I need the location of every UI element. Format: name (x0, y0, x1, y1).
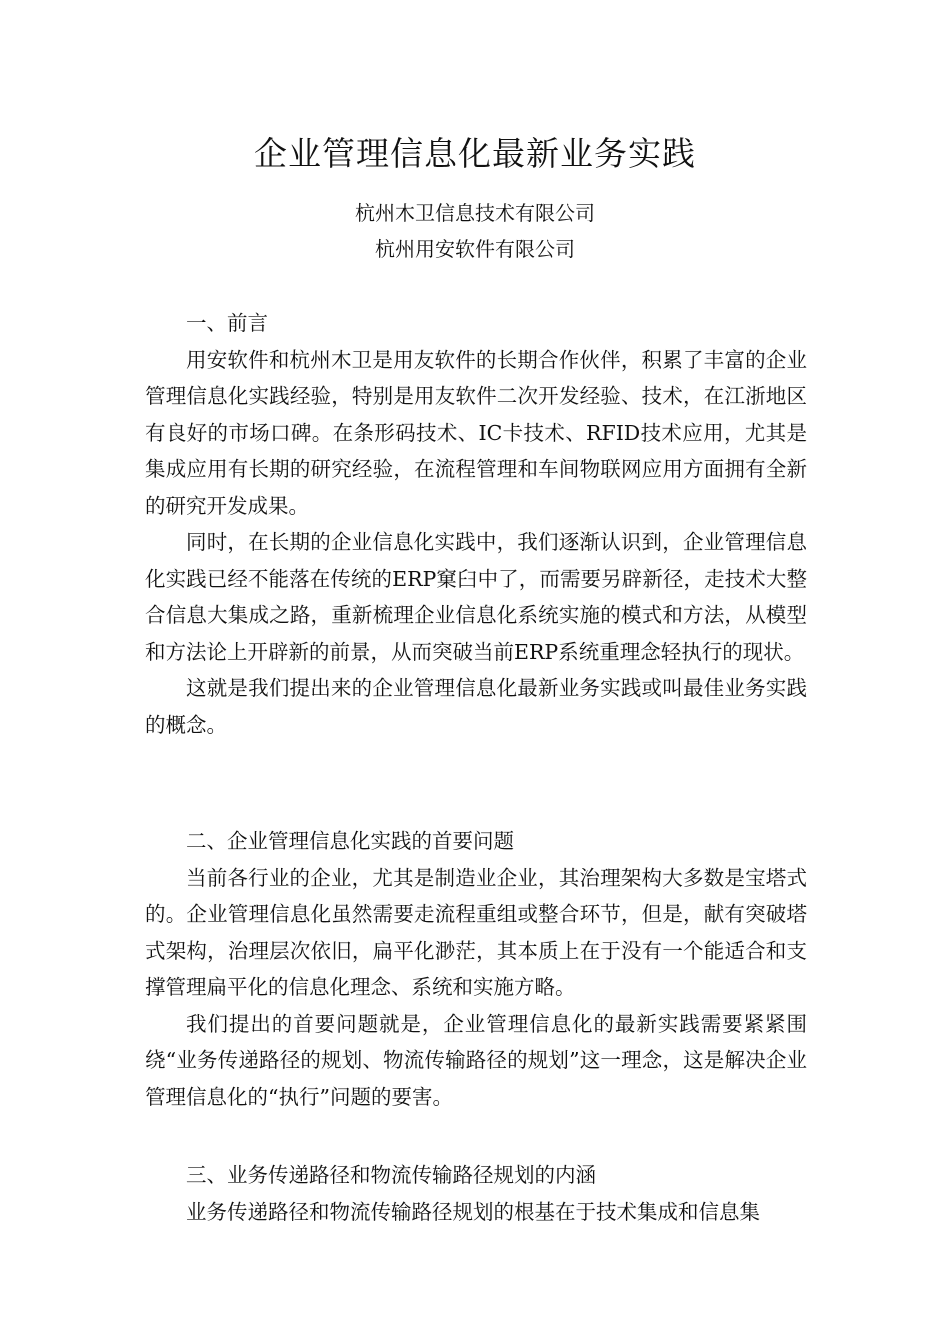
paragraph: 用安软件和杭州木卫是用友软件的长期合作伙伴，积累了丰富的企业管理信息化实践经验，特别是用友软件二次开发经验、技术，在江浙地区有良好的市场口碑。在条形码技术、IC卡技术、RFID技术应用，尤其是集成应用有长期的研究经验，在流程管理和车间物联网应用方面拥有全新的研究开发成果。 (145, 347, 807, 518)
paragraph: 我们提出的首要问题就是，企业管理信息化的最新实践需要紧紧围绕“业务传递路径的规划、物流传输路径的规划”这一理念，这是解决企业管理信息化的“执行”问题的要害。 (145, 1011, 807, 1109)
document-title: 企业管理信息化最新业务实践 (254, 134, 696, 173)
section-heading: 三、业务传递路径和物流传输路径规划的内涵 (186, 1163, 596, 1187)
section-heading: 二、企业管理信息化实践的首要问题 (186, 829, 514, 853)
company-name-1: 杭州木卫信息技术有限公司 (355, 201, 595, 225)
section-foreword (145, 305, 807, 743)
paragraph: 业务传递路径和物流传输路径规划的根基在于技术集成和信息集 (186, 1199, 760, 1224)
section-path-planning (145, 1157, 807, 1230)
section-primary-issue (145, 823, 807, 1115)
paragraph: 同时，在长期的企业信息化实践中，我们逐渐认识到，企业管理信息化实践已经不能落在传统的ERP窠臼中了，而需要另辟新径，走技术大整合信息大集成之路，重新梳理企业信息化系统实施的模式和方法，从模型和方法论上开辟新的前景，从而突破当前ERP系统重理念轻执行的现状。 (145, 530, 807, 664)
paragraph: 当前各行业的企业，尤其是制造业企业，其治理架构大多数是宝塔式的。企业管理信息化虽然需要走流程重组或整合环节，但是，献有突破塔式架构，治理层次依旧，扁平化渺茫，其本质上在于没有一个能适合和支撑管理扁平化的信息化理念、系统和实施方略。 (145, 865, 807, 999)
section-heading: 一、前言 (186, 311, 268, 335)
paragraph: 这就是我们提出来的企业管理信息化最新业务实践或叫最佳业务实践的概念。 (145, 676, 807, 737)
company-name-2: 杭州用安软件有限公司 (375, 237, 575, 261)
